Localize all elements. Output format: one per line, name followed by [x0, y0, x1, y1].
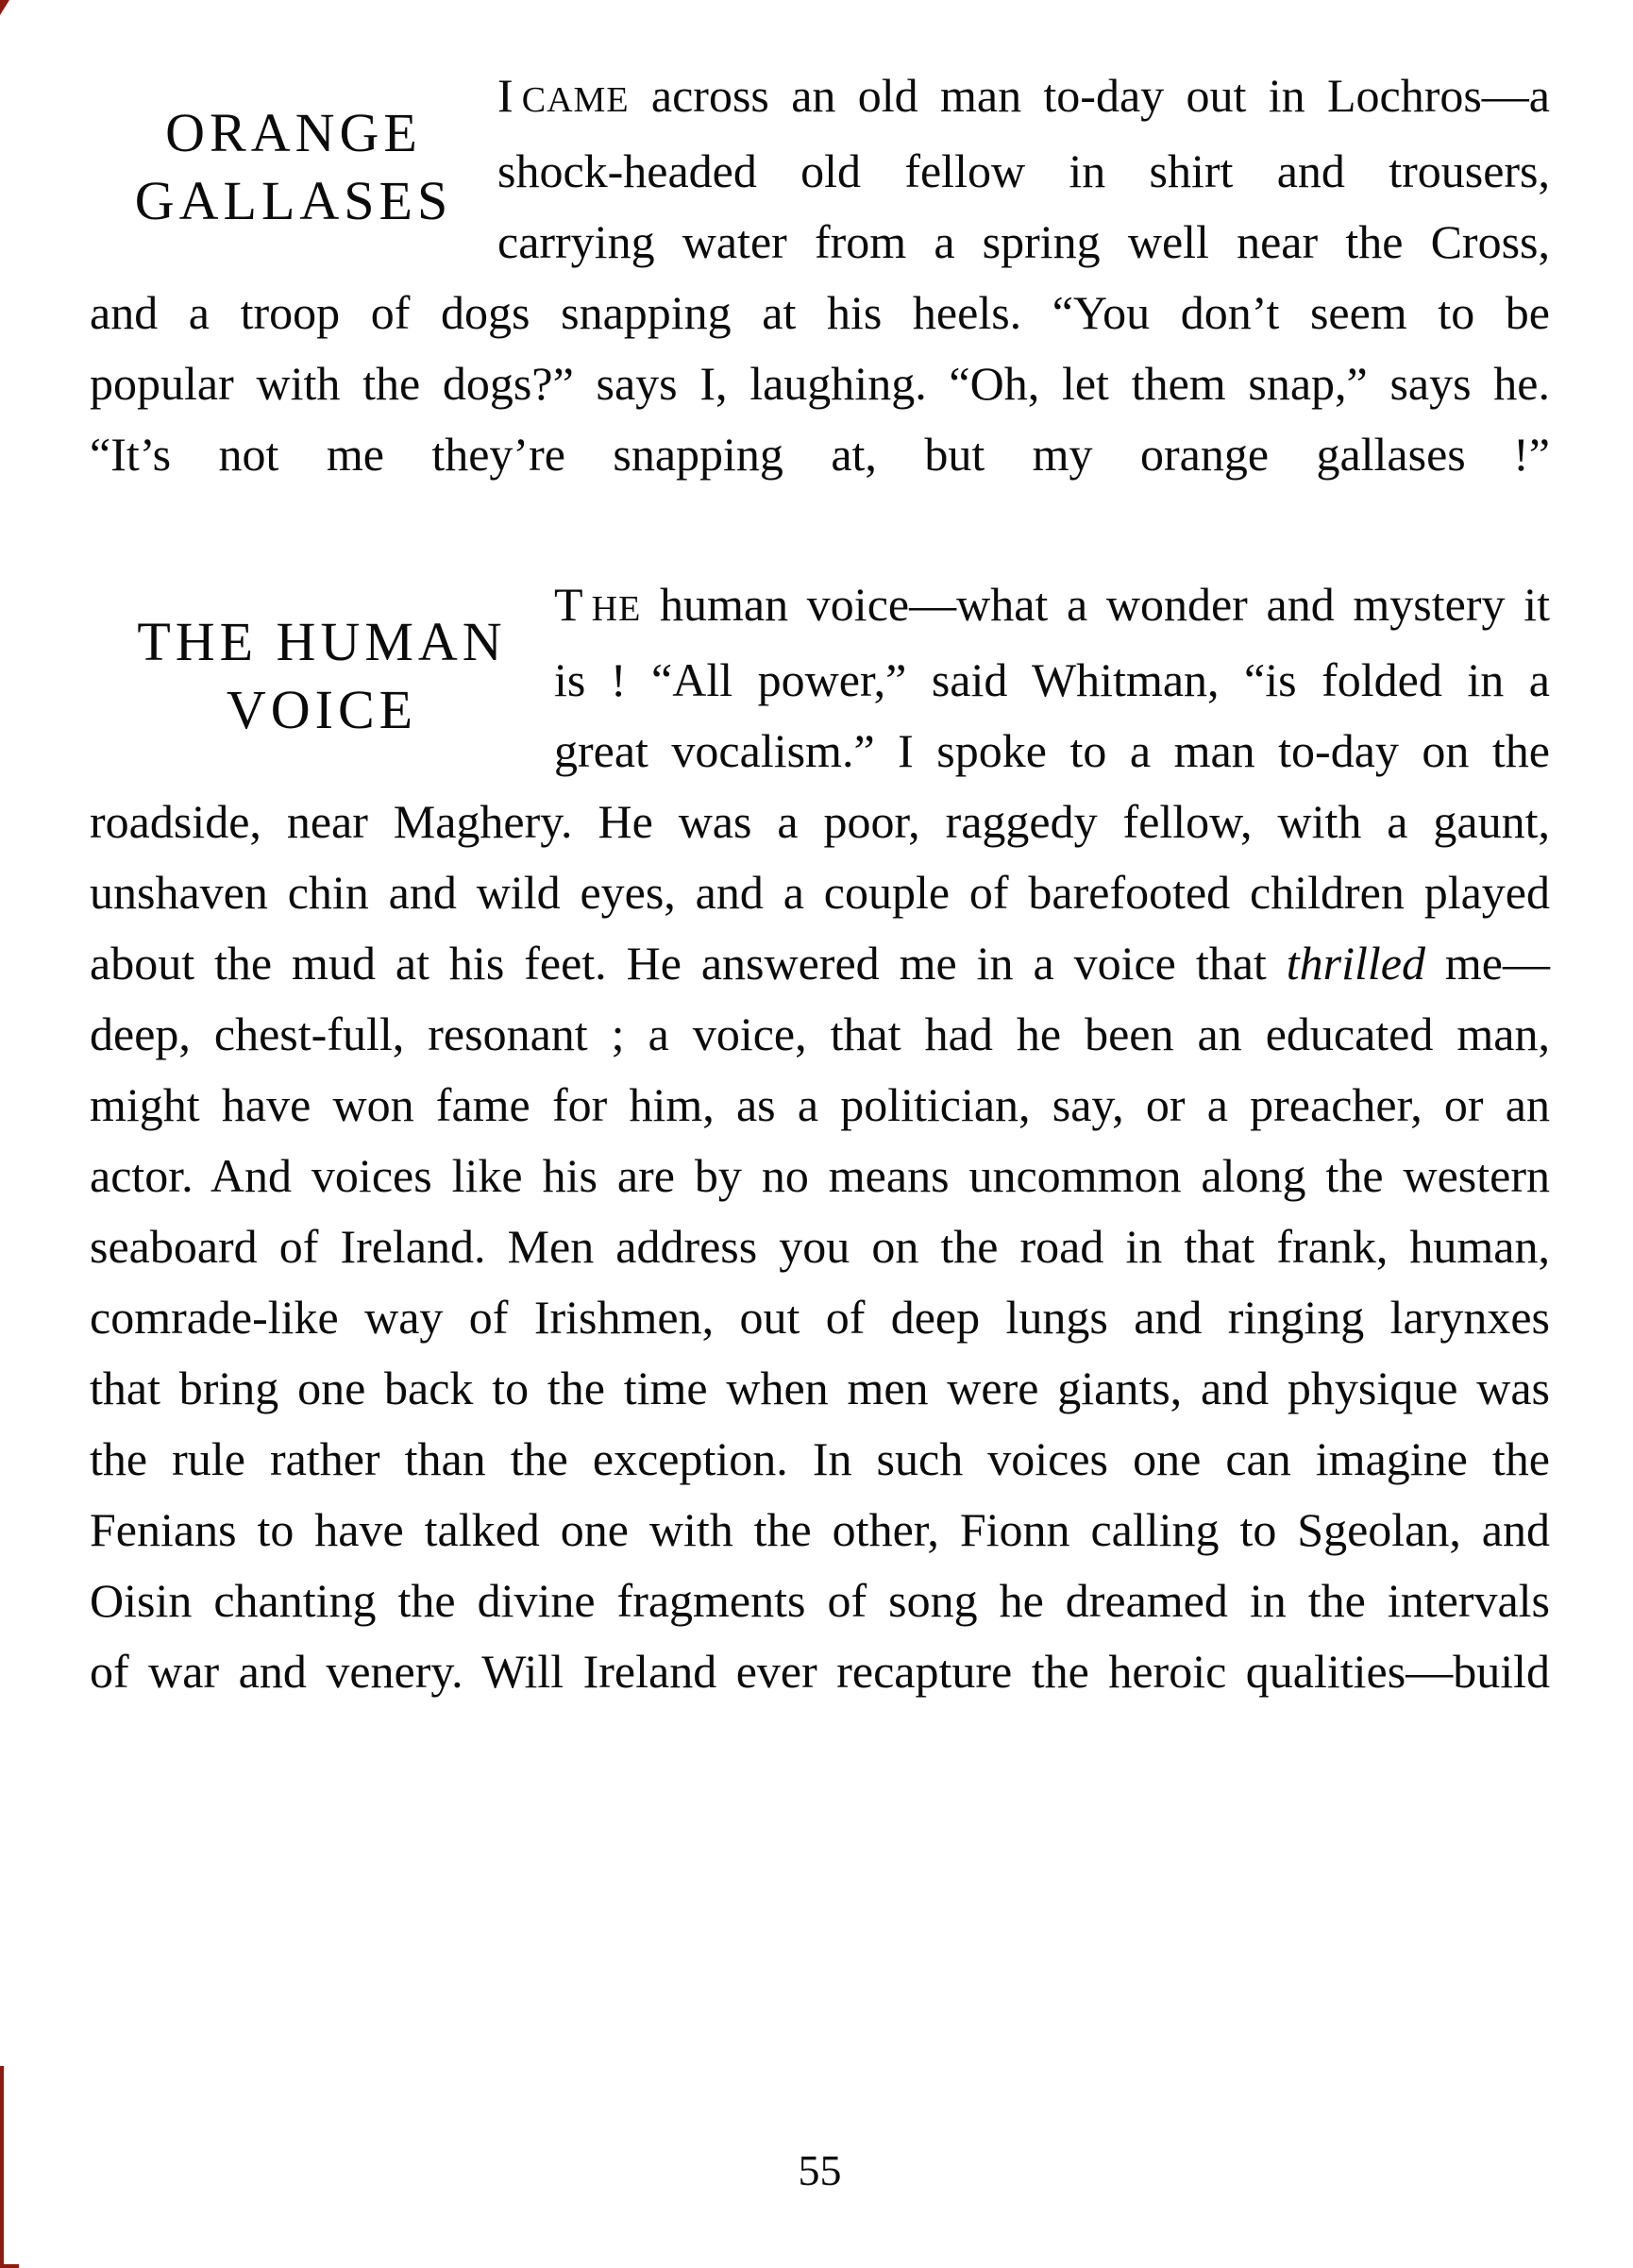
side-heading-the-human-voice: [90, 569, 554, 782]
page-text-block: [90, 60, 1550, 1707]
page-number: 55: [798, 2146, 842, 2194]
section-the-human-voice: [90, 569, 1550, 1707]
scan-artifact-top-left: [0, 0, 9, 15]
side-heading-line-2: VOICE: [226, 678, 418, 740]
paragraph-italic-word: thrilled: [1286, 937, 1425, 990]
paragraph-lead-initial: I: [497, 69, 513, 122]
side-heading-line-2: GALLASES: [134, 169, 453, 231]
paragraph-lead-initial: T: [554, 578, 583, 631]
scan-artifact-left-edge: [0, 2066, 4, 2268]
side-heading-orange-gallases: [90, 60, 497, 273]
paragraph-body-text: across an old man to-day out in Lochros—a shock-headed old fellow in shirt and trousers, carrying water from a spring well near the Cross, and a troop of dogs snapping at his heels. “You don’t seem to be popular with the dogs?” says I, laughing. “Oh, let them snap,” says he. “It’s not me they’re snapping at, but my orange gallases !”: [90, 69, 1550, 481]
side-heading-line-1: THE HUMAN: [137, 610, 507, 672]
paragraph-lead-smallcaps: HE: [591, 589, 642, 629]
paragraph-body-text: me—deep, chest-full, resonant ; a voice, that had he been an educated man, might have won fame for him, as a politician, say, or a preacher, or an actor. And voices like his are by no means uncommon along the western seaboard of Ireland. Men address you on the road in that frank, human, comrade-like way of Irishmen, out of deep lungs and ringing larynxes that bring one back to the time when men were giants, and physique was the rule rather than the exception. In such voices one can imagine the Fenians to have talked one with the other, Fionn calling to Sgeolan, and Oisin chanting the divine fragments of song he dreamed in the intervals of war and venery. Will Ireland ever recapture the heroic qualities—build: [90, 937, 1550, 1698]
side-heading-line-1: ORANGE: [165, 101, 422, 163]
scan-artifact-bottom-edge: [0, 2264, 19, 2268]
paragraph-body-text: human voice—what a wonder and mystery it is ! “All power,” said Whitman, “is folded in a great vocalism.” I spoke to a man to-day on the roadside, near Maghery. He was a poor, raggedy fellow, with a gaunt, unshaven chin and wild eyes, and a couple of barefooted children played about the mud at his feet. He answered me in a voice that: [90, 578, 1550, 990]
section-orange-gallases: [90, 60, 1550, 490]
paragraph-lead-smallcaps: CAME: [521, 80, 630, 120]
